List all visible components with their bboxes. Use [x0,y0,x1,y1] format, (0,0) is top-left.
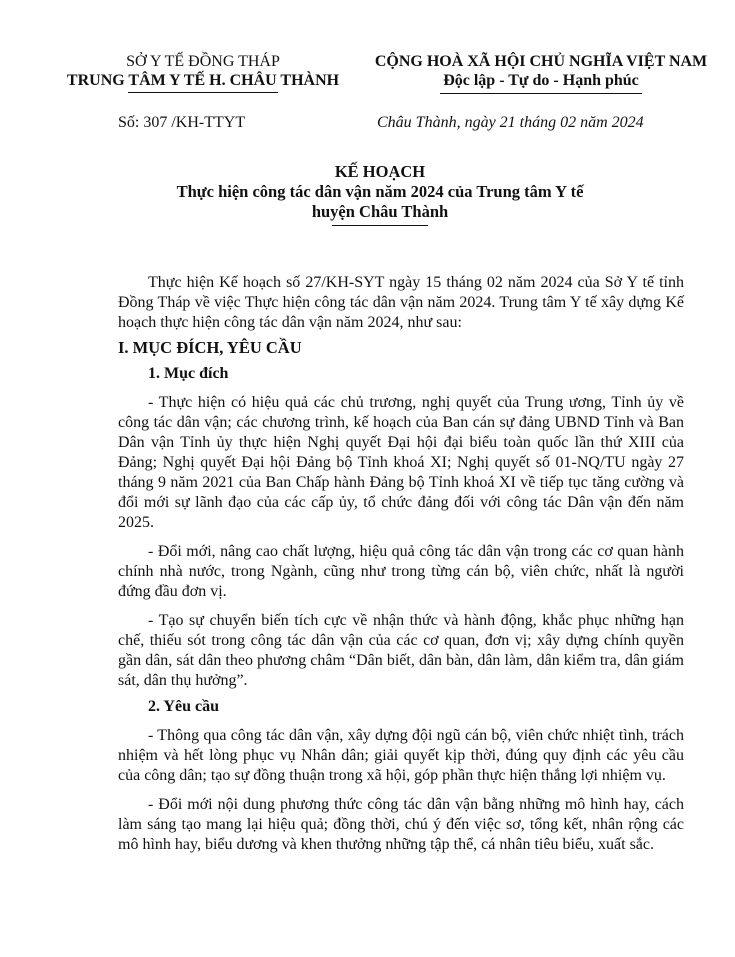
document-subtitle-line1: Thực hiện công tác dân vận năm 2024 của Trung tâm Y tế [176,182,584,201]
national-header [360,52,722,94]
document-title-block [100,161,660,226]
intro-paragraph: Thực hiện Kế hoạch số 27/KH-SYT ngày 15 tháng 02 năm 2024 của Sở Y tế tỉnh Đồng Tháp về việc Thực hiện công tác dân vận năm 2024. Trung tâm Y tế xây dựng Kế hoạch thực hiện công tác dân vận năm 2024, như sau: [118,274,684,331]
title-underline [332,225,428,226]
paragraph: - Đổi mới, nâng cao chất lượng, hiệu quả công tác dân vận trong các cơ quan hành chính nhà nước, trong Ngành, cũng như trong từng cán bộ, viên chức, nhất là người đứng đầu đơn vị. [118,543,684,600]
section-heading: I. MỤC ĐÍCH, YÊU CẦU [118,338,302,357]
document-subtitle-line2: huyện Châu Thành [311,202,449,221]
subsection-heading-purpose: 1. Mục đích [148,365,229,382]
subsection-heading-requirements: 2. Yêu cầu [148,698,219,715]
issuing-agency [48,52,358,93]
document-number: Số: 307 /KH-TTYT [118,114,246,131]
nation-title: CỘNG HOÀ XÃ HỘI CHỦ NGHĨA VIỆT NAM [374,53,708,70]
document-body [118,273,684,855]
paragraph: - Thực hiện có hiệu quả các chủ trương, nghị quyết của Trung ương, Tỉnh ủy về công tác dân vận; các chương trình, kế hoạch của Ban cán sự đảng UBND Tỉnh và Ban Dân vận Tỉnh ủy thực hiện Nghị quyết Đại hội đại biểu toàn quốc lần thứ XIII của Đảng; Nghị quyết Đại hội Đảng bộ Tỉnh khoá XI; Nghị quyết số 01-NQ/TU ngày 27 tháng 9 năm 2021 của Ban Chấp hành Đảng bộ Tỉnh khoá XI về tiếp tục tăng cường và đổi mới sự lãnh đạo của các cấp ủy, tổ chức đảng đối với công tác Dân vận đến năm 2025. [118,394,684,531]
paragraph: - Tạo sự chuyển biến tích cực về nhận thức và hành động, khắc phục những hạn chế, thiếu sót trong công tác dân vận của các cơ quan, đơn vị; xây dựng chính quyền gần dân, sát dân theo phương châm “Dân biết, dân bàn, dân làm, dân kiểm tra, dân giám sát, dân thụ hưởng”. [118,612,684,689]
parent-organization: SỞ Y TẾ ĐỒNG THÁP [126,53,280,70]
organization-name: TRUNG TÂM Y TẾ H. CHÂU THÀNH [66,72,340,89]
paragraph: - Thông qua công tác dân vận, xây dựng đội ngũ cán bộ, viên chức nhiệt tình, trách nhiệm và hết lòng phục vụ Nhân dân; giải quyết kịp thời, đúng quy định các yêu cầu của công dân; tạo sự đồng thuận trong xã hội, góp phần thực hiện thắng lợi nhiệm vụ. [118,727,684,784]
paragraph: - Đổi mới nội dung phương thức công tác dân vận bằng những mô hình hay, cách làm sáng tạo mang lại hiệu quả; đồng thời, chú ý đến việc sơ, tổng kết, nhân rộng các mô hình hay, biểu dương và khen thưởng những tập thể, cá nhân tiêu biểu, xuất sắc. [118,796,684,853]
national-motto: Độc lập - Tự do - Hạnh phúc [443,72,639,89]
agency-underline [128,92,278,93]
issue-date: Châu Thành, ngày 21 tháng 02 năm 2024 [377,114,644,131]
motto-underline [440,93,642,94]
document-title: KẾ HOẠCH [334,162,426,181]
